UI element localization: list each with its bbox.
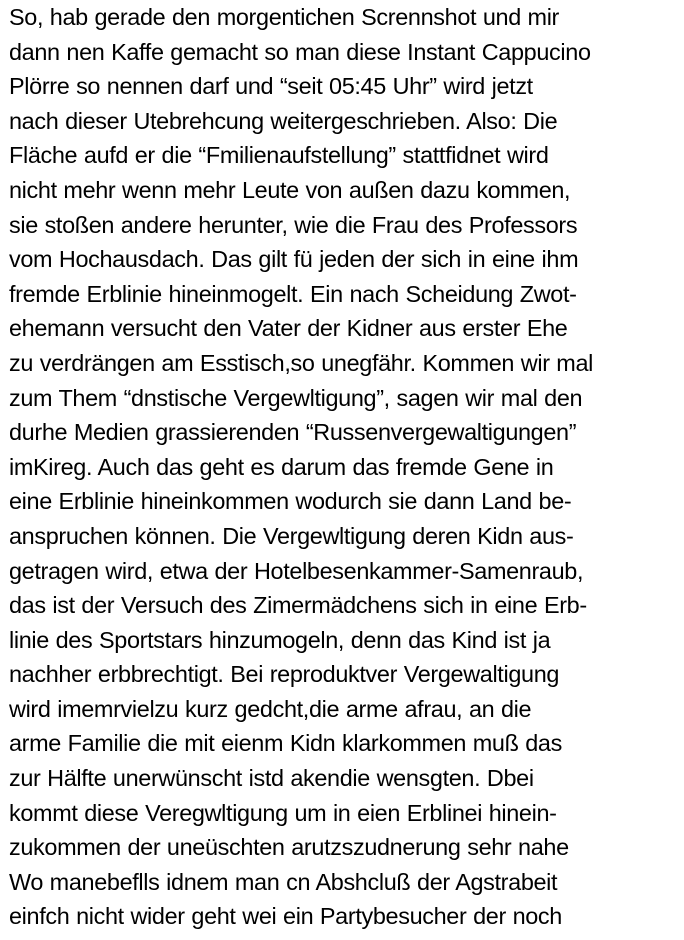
text-line: nachher erbbrechtigt. Bei reproduktver Vergewaltigung: [9, 661, 560, 688]
text-line: nach dieser Utebrehcung weitergeschrieben. Also: Die: [9, 107, 558, 134]
text-line: anspruchen können. Die Vergewltigung deren Kidn aus-: [9, 522, 574, 549]
text-line: dann nen Kaffe gemacht so man diese Instant Cappucino: [9, 38, 591, 65]
text-line: vom Hochausdach. Das gilt fü jeden der sich in eine ihm: [9, 246, 579, 273]
text-line: zu verdrängen am Esstisch,so unegfähr. Kommen wir mal: [9, 349, 594, 376]
text-line: zur Hälfte unerwünscht istd akendie wensgten. Dbei: [9, 765, 534, 792]
text-line: zukommen der uneüschten arutzszudnerung sehr nahe: [9, 834, 569, 861]
text-line: arme Familie die mit eienm Kidn klarkommen muß das: [9, 730, 562, 757]
text-line: linie des Sportstars hinzumogeln, denn das Kind ist ja: [9, 626, 551, 653]
text-line: durhe Medien grassierenden “Russenvergewaltigungen”: [9, 419, 577, 446]
text-line: Fläche aufd er die “Fmilienaufstellung” stattfidnet wird: [9, 142, 549, 169]
text-line: zum Them “dnstische Vergewltigung”, sagen wir mal den: [9, 384, 583, 411]
text-line: Wo manebeflls idnem man cn Abshcluß der Agstrabeit: [9, 868, 558, 895]
text-line: kommt diese Veregwltigung um in eien Erblinei hinein-: [9, 799, 557, 826]
text-line: fremde Erblinie hineinmogelt. Ein nach Scheidung Zwot-: [9, 280, 577, 307]
text-line: das ist der Versuch des Zimermädchens sich in eine Erb-: [9, 592, 587, 619]
text-line: getragen wird, etwa der Hotelbesenkammer-Samenraub,: [9, 557, 584, 584]
text-line: Plörre so nennen darf und “seit 05:45 Uhr” wird jetzt: [9, 73, 533, 100]
text-line: sie stoßen andere herunter, wie die Frau des Professors: [9, 211, 578, 238]
text-line: eine Erblinie hineinkommen wodurch sie dann Land be-: [9, 488, 572, 515]
text-line: imKireg. Auch das geht es darum das fremde Gene in: [9, 453, 554, 480]
text-line: nicht mehr wenn mehr Leute von außen dazu kommen,: [9, 176, 571, 203]
text-line: einfch nicht wider geht wei ein Partybesucher der noch: [9, 903, 562, 930]
text-line: ehemann versucht den Vater der Kidner aus erster Ehe: [9, 315, 568, 342]
document-page: [9, 0, 679, 934]
text-line: wird imemrvielzu kurz gedcht,die arme afrau, an die: [9, 695, 532, 722]
text-line: So, hab gerade den morgentichen Scrennshot und mir: [9, 4, 560, 30]
